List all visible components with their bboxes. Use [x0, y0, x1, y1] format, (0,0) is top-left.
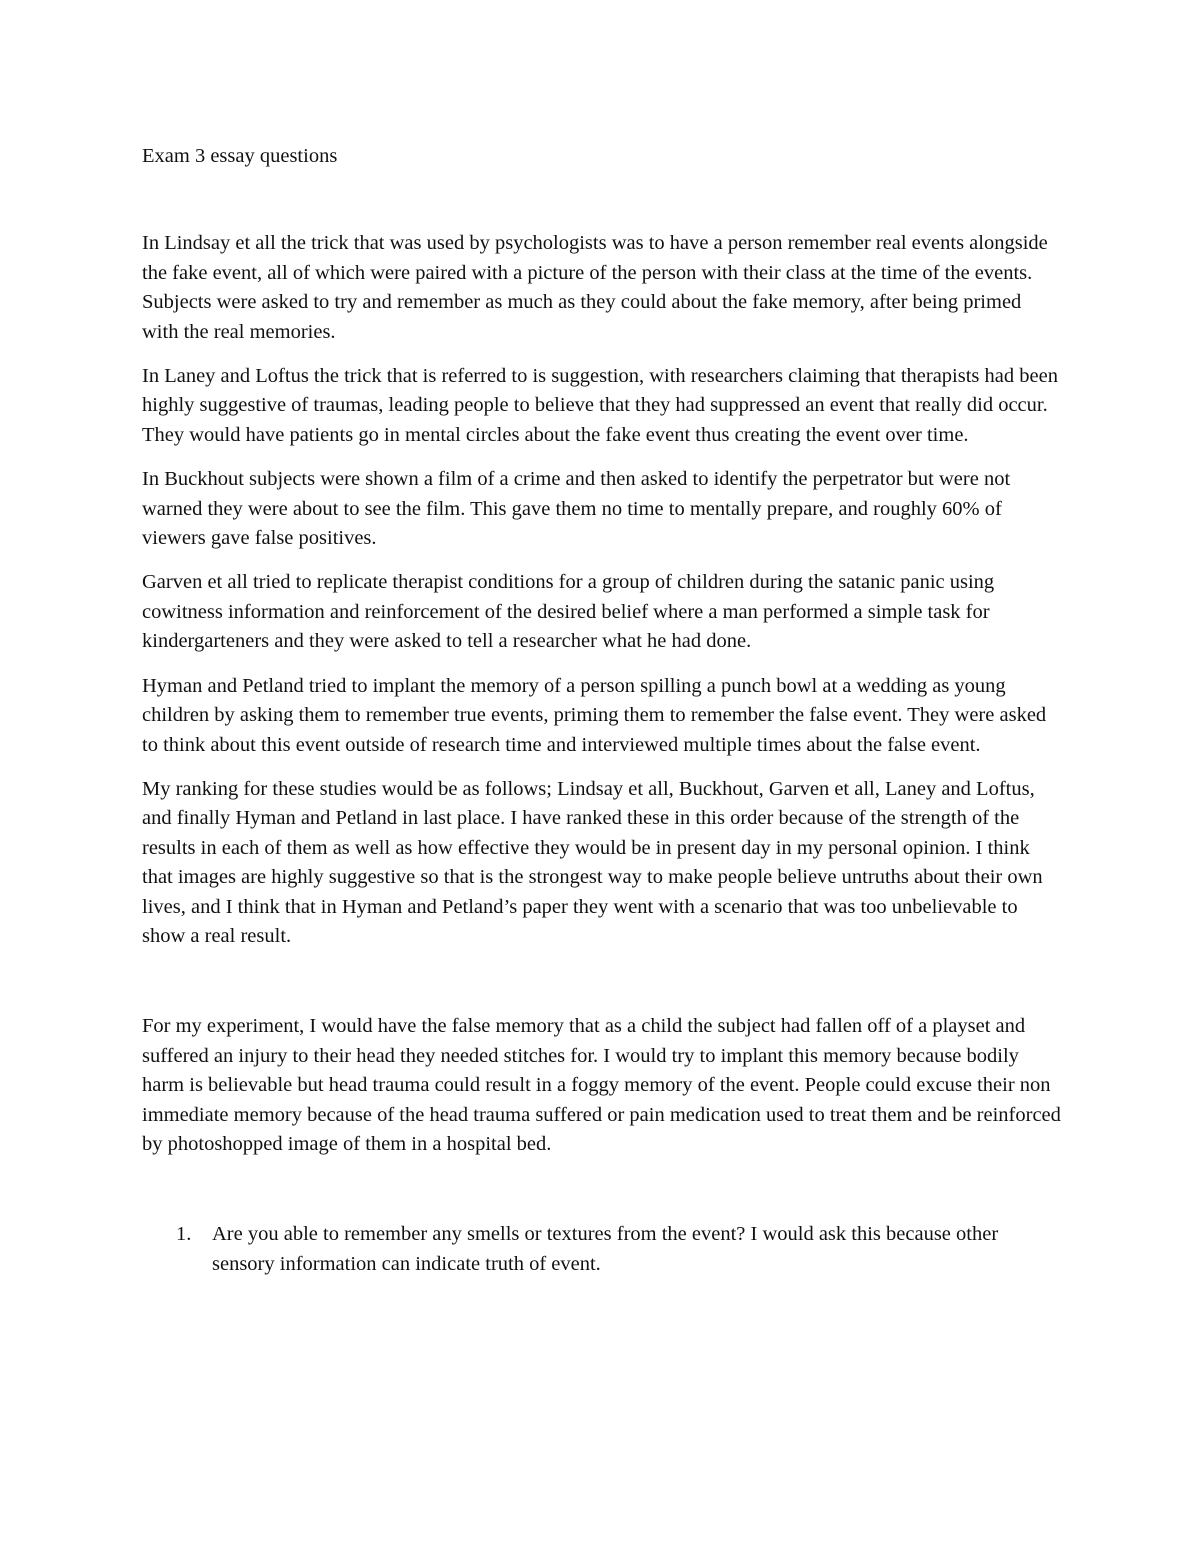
- question-list: [142, 1220, 1062, 1279]
- spacer: [142, 450, 1062, 465]
- spacer: [142, 657, 1062, 672]
- spacer: [142, 553, 1062, 568]
- paragraph-garven: Garven et all tried to replicate therapist conditions for a group of children during the satanic panic using cowitness information and reinforcement of the desired belief where a man performed a simple task for kindergarteners and they were asked to tell a researcher what he had done.: [142, 571, 995, 653]
- paragraph-buckhout: In Buckhout subjects were shown a film of a crime and then asked to identify the perpetrator but were not warned they were about to see the film. This gave them no time to mentally prepare, and roughly 60% of viewers gave false positives.: [142, 468, 1011, 550]
- document-body: [142, 142, 1062, 1279]
- paragraph-hyman-petland: Hyman and Petland tried to implant the memory of a person spilling a punch bowl at a wedding as young children by asking them to remember true events, priming them to remember the false event. They were asked to think about this event outside of research time and interviewed multiple times about the false event.: [142, 674, 1047, 756]
- paragraph-ranking: My ranking for these studies would be as follows; Lindsay et all, Buckhout, Garven et all, Laney and Loftus, and finally Hyman and Petland in last place. I have ranked these in this order because of the strength of the results in each of them as well as how effective they would be in present day in my personal opinion. I think that images are highly suggestive so that is the strongest way to make people believe untruths about their own lives, and I think that in Hyman and Petland’s paper they went with a scenario that was too unbelievable to show a real result.: [142, 777, 1043, 947]
- spacer: [142, 171, 1062, 229]
- paragraph-laney-loftus: In Laney and Loftus the trick that is referred to is suggestion, with researchers claiming that therapists had been highly suggestive of traumas, leading people to believe that they had suppressed an event that really did occur. They would have patients go in mental circles about the fake event thus creating the event over time.: [142, 365, 1058, 446]
- list-item: [142, 1220, 1062, 1279]
- spacer: [142, 760, 1062, 775]
- spacer: [142, 951, 1062, 1012]
- list-item-text: Are you able to remember any smells or textures from the event? I would ask this because other sensory information can indicate truth of event.: [212, 1223, 999, 1275]
- document-title: Exam 3 essay questions: [142, 145, 338, 167]
- list-item-number: 1.: [176, 1223, 192, 1246]
- spacer: [142, 347, 1062, 362]
- spacer: [142, 1159, 1062, 1220]
- paragraph-lindsay: In Lindsay et all the trick that was used by psychologists was to have a person remember real events alongside the fake event, all of which were paired with a picture of the person with their class at the time of the events. Subjects were asked to try and remember as much as they could about the fake memory, after being primed with the real memories.: [142, 232, 1048, 343]
- paragraph-experiment: For my experiment, I would have the false memory that as a child the subject had fallen off of a playset and suffered an injury to their head they needed stitches for. I would try to implant this memory because bodily harm is believable but head trauma could result in a foggy memory of the event. People could excuse their non immediate memory because of the head trauma suffered or pain medication used to treat them and be reinforced by photoshopped image of them in a hospital bed.: [142, 1015, 1061, 1155]
